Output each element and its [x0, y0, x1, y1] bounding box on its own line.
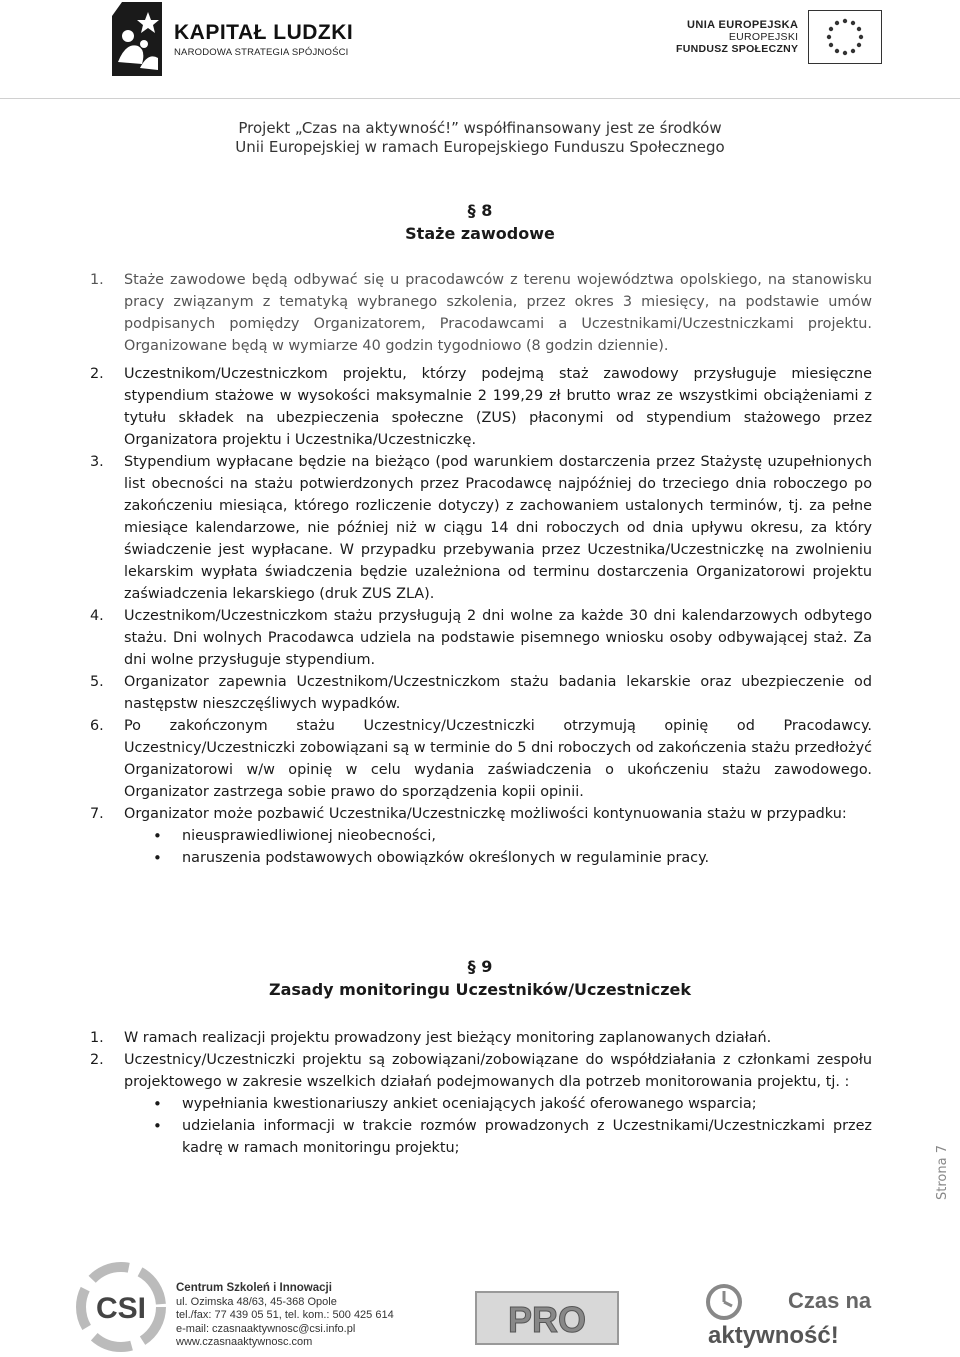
item-number: 1.: [90, 272, 104, 288]
eu-logo: [676, 10, 882, 64]
footer-org-name: Centrum Szkoleń i Innowacji: [176, 1282, 332, 1294]
footer-contact: [176, 1282, 394, 1350]
header-divider: [0, 98, 960, 99]
item-number: 6.: [90, 718, 104, 734]
section-9-list: [86, 1027, 872, 1159]
bullet-item: • udzielania informacji w trakcie rozmów prowadzonych z Uczestnikami/Uczestniczkami przez kadrę w ramach monitoringu projektu;: [152, 1115, 872, 1159]
item-text: Staże zawodowe będą odbywać się u pracodawców z terenu województwa opolskiego, na stanowisku pracy związanym z tematyką wybranego szkolenia, przez okres 3 miesięcy, na podstawie umów podpisanych pomiędzy Organizatorem, Pracodawcami a Uczestnikami/Uczestniczkami projektu. Organizowane będą w wymiarze 40 godzin tygodniowo (8 godzin dziennie).: [124, 272, 872, 354]
item-number: 2.: [90, 366, 104, 382]
project-line-1: Projekt „Czas na aktywność!” współfinansowany jest ze środków: [238, 119, 722, 137]
clock-icon: [704, 1282, 784, 1322]
section-8-mark: § 8: [467, 201, 493, 220]
item-text: Organizator zapewnia Uczestnikom/Uczestniczkom stażu badania lekarskie oraz ubezpieczenie od następstw nieszczęśliwych wypadków.: [124, 674, 872, 712]
item-text: W ramach realizacji projektu prowadzony jest bieżący monitoring zaplanowanych działań.: [124, 1030, 772, 1046]
page-number-label: Strona 7: [935, 1145, 950, 1200]
item-number: 1.: [90, 1030, 104, 1046]
item-2-bullets: [152, 1093, 872, 1159]
ue-line3: FUNDUSZ SPOŁECZNY: [676, 43, 799, 55]
section-8-list: [86, 269, 872, 869]
pro-logo-text: PRO: [507, 1299, 587, 1340]
csi-logo-text: CSI: [95, 1292, 147, 1325]
list-item: [86, 1027, 872, 1049]
kl-title: KAPITAŁ LUDZKI: [174, 20, 354, 44]
cna-line2: aktywność!: [708, 1322, 839, 1349]
item-text: Uczestnikom/Uczestniczkom projektu, którzy podejmą staż zawodowy przysługuje miesięczne stypendium stażowe w wysokości maksymalnie 2 199,29 zł brutto wraz ze wszystkimi obciążeniami z tytułu składek na ubezpieczenia społeczne (ZUS) płaconymi od stypendium stażowego przez Organizatora projektu i Uczestnika/Uczestniczkę.: [124, 366, 872, 448]
bullet-item: • nieusprawiedliwionej nieobecności,: [152, 825, 872, 847]
list-item: [86, 363, 872, 451]
eu-flag-icon: [808, 10, 882, 64]
csi-logo-icon: [76, 1262, 166, 1352]
footer-www: www.czasnaaktywnosc.com: [176, 1336, 313, 1348]
bullet-item: • naruszenia podstawowych obowiązków określonych w regulaminie pracy.: [152, 847, 872, 869]
item-text: Organizator może pozbawić Uczestnika/Uczestniczkę możliwości kontynuowania stażu w przypadku:: [124, 806, 847, 822]
list-item: [86, 1049, 872, 1159]
list-item: [86, 451, 872, 605]
item-text: Stypendium wypłacane będzie na bieżąco (pod warunkiem dostarczenia przez Stażystę uzupełnionych list obecności na stażu potwierdzonych przez Pracodawcę najpóźniej do trzeciego dnia roboczego po zakończeniu miesiąca, którego rozliczenie dotyczy) z zachowaniem ustalonych terminów, tj. za pełne miesiące kalendarzowe, nie później niż w ciągu 14 dni roboczych od dnia upływu okresu, za który świadczenie jest wypłacane. W przypadku przebywania przez Uczestnika/Uczestniczkę na zwolnieniu lekarskim wypłata świadczenia będzie uzależniona od terminu dostarczenia Organizatorowi projektu zaświadczenia lekarskiego (druk ZUS ZLA).: [124, 454, 872, 602]
item-number: 4.: [90, 608, 104, 624]
ue-line2: EUROPEJSKI: [728, 31, 799, 43]
item-7-bullets: [152, 825, 872, 869]
item-number: 2.: [90, 1052, 104, 1068]
project-line-2: Unii Europejskiej w ramach Europejskiego Funduszu Społecznego: [235, 138, 725, 156]
list-item: [86, 269, 872, 357]
footer-phone: tel./fax: 77 439 05 51, tel. kom.: 500 425 614: [176, 1309, 394, 1321]
section-8-title: Staże zawodowe: [405, 224, 555, 243]
item-number: 5.: [90, 674, 104, 690]
kl-subtitle: NARODOWA STRATEGIA SPÓJNOŚCI: [174, 46, 349, 58]
bullet-item: • wypełniania kwestionariuszy ankiet oceniających jakość oferowanego wsparcia;: [152, 1093, 872, 1115]
footer-address: ul. Ozimska 48/63, 45-368 Opole: [176, 1295, 337, 1308]
list-item: [86, 803, 872, 869]
section-9-mark: § 9: [467, 957, 493, 976]
list-item: [86, 605, 872, 671]
ue-line1: UNIA EUROPEJSKA: [687, 19, 799, 31]
list-item: [86, 715, 872, 803]
section-9-title: Zasady monitoringu Uczestników/Uczestniczek: [268, 980, 692, 999]
item-number: 7.: [90, 806, 104, 822]
item-text: Uczestnicy/Uczestniczki projektu są zobowiązani/zobowiązane do współdziałania z członkami zespołu projektowego w zakresie wszelkich działań podejmowanych dla potrzeb monitorowania projektu, tj. :: [124, 1052, 872, 1090]
kapital-ludzki-logo: [112, 2, 353, 76]
item-text: Uczestnikom/Uczestniczkom stażu przysługują 2 dni wolne za każde 30 dni kalendarzowych odbytego stażu. Dni wolnych Pracodawca udziela na podstawie pisemnego wniosku osoby odbywającej staż. Za dni wolne przysługuje stypendium.: [124, 608, 872, 668]
page-number: [935, 1120, 960, 1200]
czas-na-aktywnosc-logo: [700, 1278, 890, 1354]
cna-line1: Czas na: [788, 1288, 872, 1313]
pro-logo-icon: [474, 1290, 620, 1346]
item-text: Po zakończonym stażu Uczestnicy/Uczestniczki otrzymują opinię od Pracodawcy. Uczestnicy/Uczestniczki zobowiązani są w terminie do 5 dni roboczych od zakończenia stażu przedłożyć Organizatorowi w/w opinię w celu wydania zaświadczenia o ukończeniu stażu zawodowego. Organizator zastrzega sobie prawo do sporządzenia kopii opinii.: [124, 718, 872, 800]
list-item: [86, 671, 872, 715]
kapital-ludzki-emblem-icon: [112, 2, 162, 76]
item-number: 3.: [90, 454, 104, 470]
footer-email: e-mail: czasnaaktywnosc@csi.info.pl: [176, 1322, 356, 1335]
